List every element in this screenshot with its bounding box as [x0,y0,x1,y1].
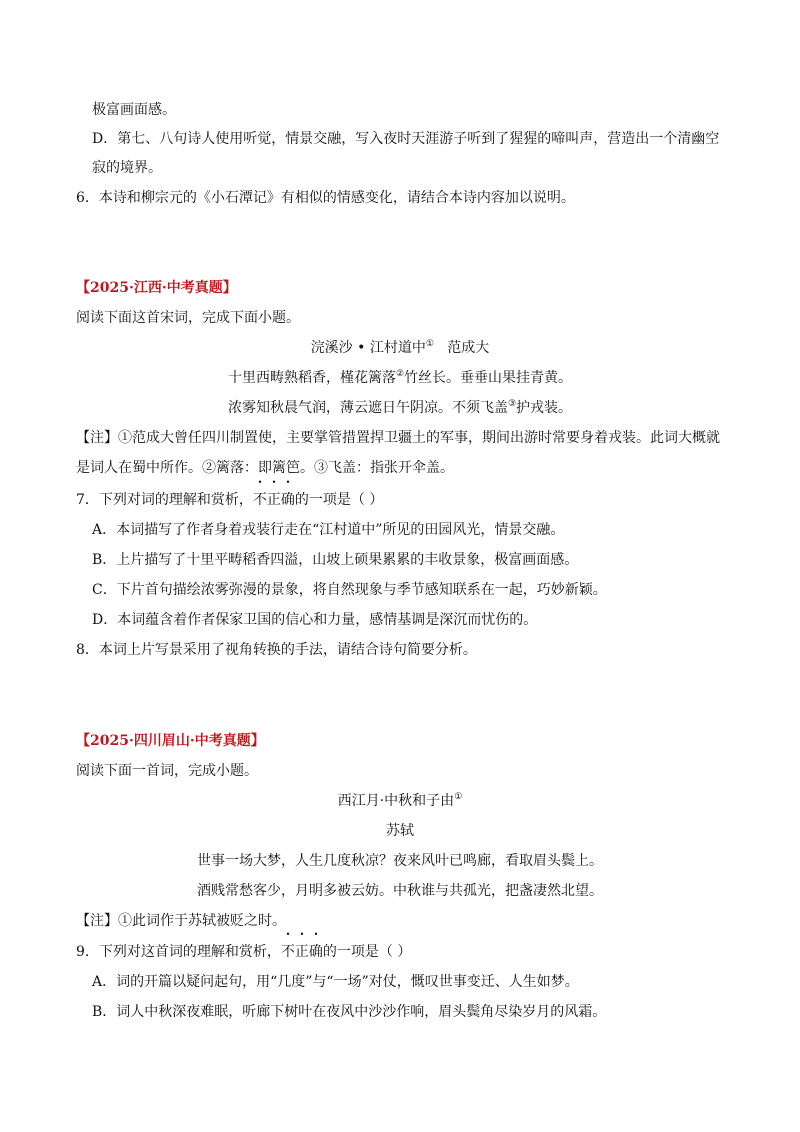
section2-poem-author: 苏轼 [386,823,414,839]
poem-text: 浓雾知秋晨气润，薄云遮日午阴凉。不须飞盖 [227,400,508,416]
section1-note-line1: 【注】①范成大曾任四川制置使，主要掌管措置捍卫疆土的军事，期间出游时常要身着戎装。此词大概就 [76,430,720,446]
q5-option-d-line1: D．第七、八句诗人使用听觉，情景交融，写入夜时天涯游子听到了猩猩的啼叫声，营造出一个清幽空 [92,131,720,147]
poem-title-text: 西江月·中秋和子由 [337,793,455,809]
question-9 [76,942,411,962]
q7-option-c: C．下片首句描绘浓雾弥漫的景象，将自然现象与季节感知联系在一起，巧妙新颖。 [92,582,607,598]
q5-option-d-line2: 寂的境界。 [92,160,162,176]
poem-title-text: 浣溪沙 • 江村道中 [310,340,426,356]
question-text: 9．下列对这首词的理解和赏析， [76,944,281,960]
section1-source-tag: 【2025·江西·中考真题】 [76,280,237,296]
emphasis-char: 不 [252,492,267,508]
section2-intro: 阅读下面一首词，完成小题。 [76,763,258,779]
question-6: 6．本诗和柳宗元的《小石潭记》有相似的情感变化，请结合本诗内容加以说明。 [76,190,575,206]
emphasis-char: 正 [294,944,309,960]
question-text: 7．下列对词的理解和赏析， [76,492,253,508]
section1-note-line2: 是词人在蜀中所作。②篱落：即篱笆。③飞盖：指张开伞盖。 [76,460,454,476]
footnote-marker: ① [425,339,434,349]
emphasis-char: 确 [280,492,295,508]
section1-poem-title [0,338,800,358]
q5-option-c-continuation: 极富画面感。 [92,102,176,118]
q7-option-a: A．本词描写了作者身着戎装行走在“江村道中”所见的田园风光，情景交融。 [92,522,565,538]
section2-poem-title [0,791,800,811]
section2-note: 【注】①此词作于苏轼被贬之时。 [76,913,286,929]
q9-option-b: B．词人中秋深夜难眠，听廊下树叶在夜风中沙沙作响，眉头鬓角尽染岁月的风霜。 [92,1004,607,1020]
poem-text: 竹丝长。垂垂山果挂青黄。 [404,370,573,386]
footnote-marker: ② [395,369,405,379]
section1-intro: 阅读下面这首宋词，完成下面小题。 [76,310,300,326]
emphasis-char: 确 [308,944,323,960]
q7-option-b: B．上片描写了十里平畴稻香四溢，山坡上硕果累累的丰收景象，极富画面感。 [92,552,579,568]
emphasis-char: 正 [266,492,281,508]
section2-poem-line2: 酒贱常愁客少，月明多被云妨。中秋谁与共孤光，把盏凄然北望。 [197,883,603,899]
question-text: 的一项是（ ） [322,944,412,960]
section1-poem-line1 [0,368,800,388]
footnote-marker: ③ [507,399,517,409]
question-7 [76,490,383,510]
emphasis-char: 不 [280,944,295,960]
section2-poem-line1: 世事一场大梦，人生几度秋凉？夜来风叶已鸣廊，看取眉头鬓上。 [197,853,603,869]
question-text: 的一项是（ ） [294,492,384,508]
section2-source-tag: 【2025·四川眉山·中考真题】 [76,733,265,749]
poem-text: 十里西畴熟稻香，槿花篱落 [227,370,396,386]
section1-poem-line2 [0,398,800,418]
question-8: 8．本词上片写景采用了视角转换的手法，请结合诗句简要分析。 [76,642,477,658]
footnote-marker: ① [454,792,463,802]
q9-option-a: A．词的开篇以疑问起句，用“几度”与“一场”对仗，慨叹世事变迁、人生如梦。 [92,974,579,990]
poem-text: 护戎装。 [516,400,573,416]
poem-author: 范成大 [447,340,490,356]
q7-option-d: D．本词蕴含着作者保家卫国的信心和力量，感情基调是深沉而忧伤的。 [92,612,538,628]
